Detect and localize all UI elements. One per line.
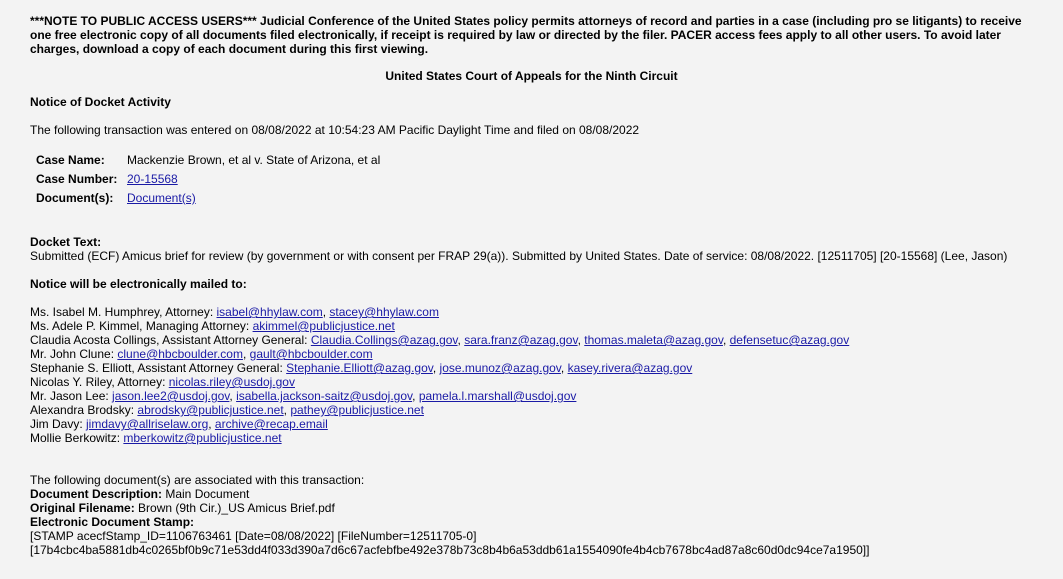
recipient-name: Jim Davy: — [30, 417, 87, 431]
recipient-email-link[interactable]: nicolas.riley@usdoj.gov — [168, 375, 295, 389]
case-name-value: Mackenzie Brown, et al v. State of Arizona, et al — [127, 153, 381, 167]
recipient-row: Alexandra Brodsky: abrodsky@publicjustice.net, pathey@publicjustice.net — [30, 403, 424, 417]
case-number-link[interactable]: 20-15568 — [127, 172, 178, 186]
recipient-name: Mr. Jason Lee: — [30, 389, 113, 403]
recipient-email-link[interactable]: isabel@hhylaw.com — [216, 305, 323, 319]
associated-intro: The following document(s) are associated with this transaction: — [30, 473, 365, 487]
document-description-line — [30, 487, 869, 501]
recipient-name: Mr. John Clune: — [30, 347, 118, 361]
docket-text-label: Docket Text: — [30, 235, 102, 249]
recipient-name: Ms. Adele P. Kimmel, Managing Attorney: — [30, 319, 253, 333]
documents-label: Document(s): — [36, 191, 114, 205]
documents-link[interactable]: Document(s) — [127, 191, 196, 205]
recipient-email-link[interactable]: mberkowitz@publicjustice.net — [123, 431, 282, 445]
recipient-name: Mollie Berkowitz: — [30, 431, 124, 445]
recipient-name: Claudia Acosta Collings, Assistant Attorney General: — [30, 333, 311, 347]
document-stamp-label — [30, 515, 869, 529]
original-filename-label: Original Filename: — [30, 501, 135, 515]
recipient-row — [30, 375, 849, 389]
document-stamp-line-1: [STAMP acecfStamp_ID=1106763461 [Date=08/08/2022] [FileNumber=12511705-0] — [30, 529, 477, 543]
recipient-email-link[interactable]: thomas.maleta@azag.gov — [584, 333, 723, 347]
recipient-email-link[interactable]: kasey.rivera@azag.gov — [567, 361, 693, 375]
document-description-value: Main Document — [162, 487, 250, 501]
recipient-email-link[interactable]: jason.lee2@usdoj.gov — [112, 389, 230, 403]
recipient-email-link[interactable]: akimmel@publicjustice.net — [252, 319, 395, 333]
case-info-table — [32, 150, 384, 209]
case-name-label: Case Name: — [36, 153, 105, 167]
court-name-heading: United States Court of Appeals for the Ninth Circuit — [385, 69, 678, 83]
recipient-email-link[interactable]: Stephanie.Elliott@azag.gov — [286, 361, 433, 375]
associated-documents — [30, 473, 869, 557]
recipient-name: Alexandra Brodsky: — [30, 403, 138, 417]
case-number-label: Case Number: — [36, 172, 118, 186]
recipient-email-link[interactable]: gault@hbcboulder.com — [249, 347, 373, 361]
recipient-list — [30, 305, 849, 445]
notice-of-docket-activity-heading: Notice of Docket Activity — [30, 95, 171, 109]
recipient-email-link[interactable]: pamela.l.marshall@usdoj.gov — [418, 389, 577, 403]
recipient-row: Jim Davy: jimdavy@allriselaw.org, archive@recap.email — [30, 417, 328, 431]
document-stamp-label-text: Electronic Document Stamp: — [30, 515, 195, 529]
transaction-statement: The following transaction was entered on 08/08/2022 at 10:54:23 AM Pacific Daylight Time and filed on 08/08/2022 — [30, 123, 640, 137]
recipient-email-link[interactable]: clune@hbcboulder.com — [117, 347, 243, 361]
recipient-email-link[interactable]: abrodsky@publicjustice.net — [137, 403, 284, 417]
docket-text: Submitted (ECF) Amicus brief for review (by government or with consent per FRAP 29(a)). Submitted by United States. Date of service: 08/08/2022. [12511705] [20-15568] (Lee, Jason) — [30, 249, 1008, 263]
document-stamp-line-2: [17b4cbc4ba5881db4c0265bf0b9c71e53dd4f033d390a7d6c67acfebfbe492e378b73c8b4b6a53ddb61a1554090fe4b4cb7678bc4ad87a8c60d0dc94ce7a1950]] — [30, 543, 870, 557]
recipient-row: Mr. John Clune: clune@hbcboulder.com, gault@hbcboulder.com — [30, 347, 373, 361]
recipient-row: Claudia Acosta Collings, Assistant Attorney General: Claudia.Collings@azag.gov, sara.franz@azag.gov, thomas.maleta@azag.gov, defensetuc@azag.gov — [30, 333, 850, 347]
recipient-email-link[interactable]: pathey@publicjustice.net — [290, 403, 424, 417]
recipient-email-link[interactable]: jimdavy@allriselaw.org — [86, 417, 209, 431]
case-number-row — [34, 171, 382, 188]
documents-row — [34, 190, 382, 207]
recipient-row — [30, 431, 849, 445]
recipient-row: Mr. Jason Lee: jason.lee2@usdoj.gov, isabella.jackson-saitz@usdoj.gov, pamela.l.marshall@usdoj.gov — [30, 389, 577, 403]
recipient-row: Ms. Isabel M. Humphrey, Attorney: isabel@hhylaw.com, stacey@hhylaw.com — [30, 305, 439, 319]
recipient-name: Ms. Isabel M. Humphrey, Attorney: — [30, 305, 217, 319]
recipient-email-link[interactable]: Claudia.Collings@azag.gov — [310, 333, 458, 347]
recipient-row: Stephanie S. Elliott, Assistant Attorney General: Stephanie.Elliott@azag.gov, jose.munoz@azag.gov, kasey.rivera@azag.gov — [30, 361, 693, 375]
recipient-row — [30, 319, 849, 333]
original-filename-value: Brown (9th Cir.)_US Amicus Brief.pdf — [134, 501, 335, 515]
original-filename-line — [30, 501, 869, 515]
recipient-name: Nicolas Y. Riley, Attorney: — [30, 375, 169, 389]
recipient-email-link[interactable]: isabella.jackson-saitz@usdoj.gov — [236, 389, 413, 403]
document-description-label: Document Description: — [30, 487, 163, 501]
recipient-name: Stephanie S. Elliott, Assistant Attorney General: — [30, 361, 287, 375]
case-name-row — [34, 152, 382, 169]
recipient-email-link[interactable]: sara.franz@azag.gov — [464, 333, 578, 347]
recipient-email-link[interactable]: jose.munoz@azag.gov — [439, 361, 561, 375]
mailed-to-heading: Notice will be electronically mailed to: — [30, 277, 247, 291]
public-access-notice: ***NOTE TO PUBLIC ACCESS USERS*** Judicial Conference of the United States policy permits attorneys of record and parties in a case (including pro se litigants) to receive one free electronic copy of all documents filed electronically, if receipt is required by law or directed by the filer. PACER access fees apply to all other users. To avoid later charges, download a copy of each document during this first viewing. — [30, 14, 1022, 56]
recipient-email-link[interactable]: defensetuc@azag.gov — [729, 333, 850, 347]
recipient-email-link[interactable]: archive@recap.email — [214, 417, 328, 431]
recipient-email-link[interactable]: stacey@hhylaw.com — [329, 305, 439, 319]
